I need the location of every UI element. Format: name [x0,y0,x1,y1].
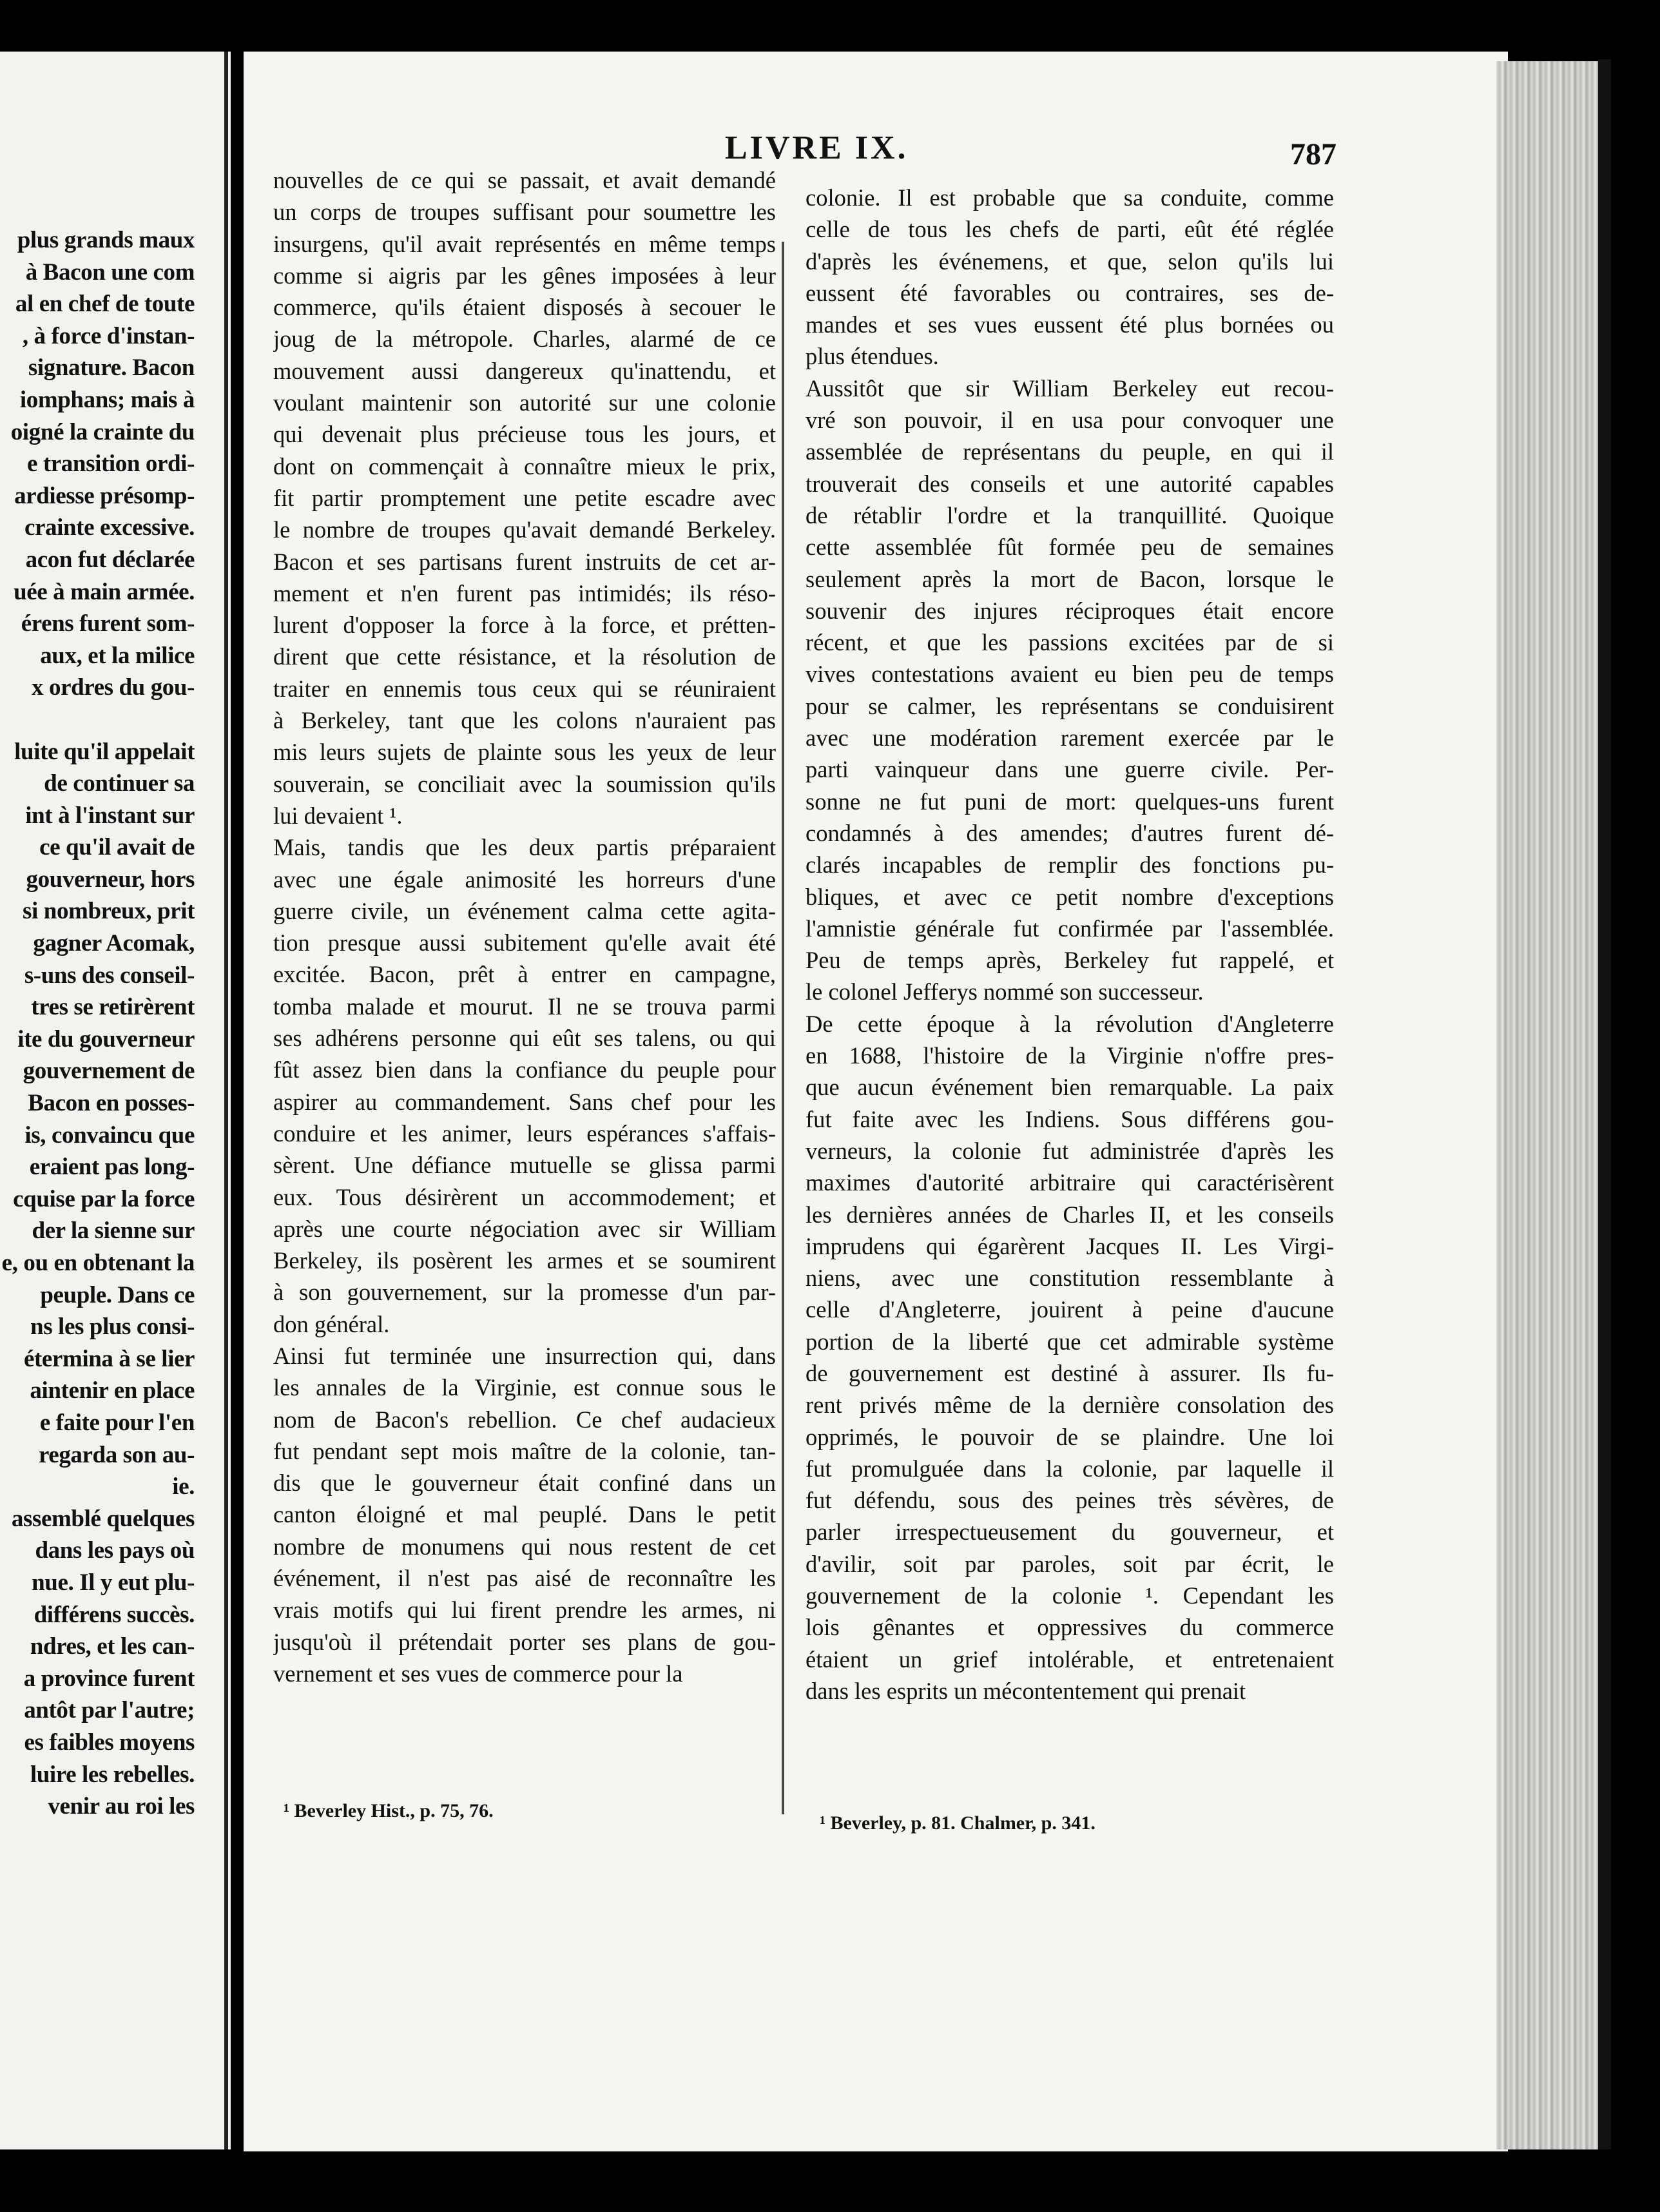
text-line: pour se calmer, les représentans se conduisirent [806,692,1334,719]
page-edge-shadow [1598,59,1611,2149]
left-text-line: ie. [172,1473,195,1500]
left-text-line: e transition ordi- [26,451,195,478]
left-text-line: crainte excessive. [24,514,195,541]
text-line: mement et n'en furent pas intimidés; ils réso- [273,579,776,606]
left-text-line: de continuer sa [44,770,195,797]
text-line: nouvelles de ce qui se passait, et avait demandé [273,167,776,193]
text-line: Berkeley, ils posèrent les armes et se soumirent [273,1247,776,1274]
left-text-line: iomphans; mais à [19,386,195,413]
text-line: les annales de la Virginie, est connue sous le [273,1374,776,1401]
text-line: sonne ne fut puni de mort: quelques-uns furent [806,788,1334,815]
left-text-line: gouverneur, hors [26,866,195,893]
left-text-line: Bacon en posses- [28,1090,195,1117]
text-line: comme si aigris par les gênes imposées à leur [273,262,776,289]
left-text-line: cquise par la force [13,1185,195,1212]
left-text-line: peuple. Dans ce [40,1281,195,1308]
text-line: don général. [273,1310,390,1337]
left-text-line: oigné la crainte du [10,418,195,445]
page-number: 787 [1290,137,1337,171]
text-line: eux. Tous désirèrent un accommodement; et [273,1183,776,1210]
text-column-right [806,182,1334,1707]
text-line: dont on commençait à connaître mieux le prix, [273,452,776,480]
text-line: fit partir promptement une petite escadre avec [273,484,776,511]
page-edge-stack [1496,61,1606,2149]
text-line: le colonel Jefferys nommé son successeur. [806,978,1204,1005]
text-line: avec une modération rarement exercée par le [806,724,1334,752]
text-line: Bacon et ses partisans furent instruits de cet ar- [273,548,776,575]
left-text-line: uée à main armée. [14,578,195,605]
text-line: canton éloigné et mal peuplé. Dans le petit [273,1501,776,1528]
text-line: mis leurs sujets de plainte sous les yeux de leur [273,739,776,766]
text-line: d'après les événemens, et que, selon qu'ils lui [806,247,1334,275]
text-line: Aussitôt que sir William Berkeley eut recou- [806,374,1334,402]
left-text-line: a province furent [23,1665,195,1692]
left-text-line: luite qu'il appelait [14,738,195,765]
text-line: assemblée de représentans du peuple, en qui il [806,438,1334,465]
left-text-line: si nombreux, prit [23,898,195,925]
text-line: souvenir des injures réciproques était encore [806,597,1334,624]
text-line: De cette époque à la révolution d'Angleterre [806,1010,1334,1037]
left-text-line: nue. Il y eut plu- [32,1569,195,1596]
text-line: colonie. Il est probable que sa conduite, comme [806,184,1334,211]
left-text-line: ardiesse présomp- [14,482,195,509]
text-line: insurgens, qu'il avait représentés en même temps [273,230,776,257]
text-line: les dernières années de Charles II, et les conseils [806,1201,1334,1228]
text-line: fut faite avec les Indiens. Sous différens gou- [806,1105,1334,1132]
text-line: condamnés à des amendes; d'autres furent dé- [806,819,1334,846]
text-line: fût assez bien dans la confiance du peuple pour [273,1056,776,1083]
left-text-line: s-uns des conseil- [24,962,195,989]
text-line: Mais, tandis que les deux partis préparaient [273,834,776,861]
text-line: bliques, et avec ce petit nombre d'exceptions [806,883,1334,910]
left-text-line: e faite pour l'en [39,1409,195,1436]
left-page-text [0,224,195,1823]
text-line: qui devenait plus précieuse tous les jours, et [273,421,776,448]
text-line: dans les esprits un mécontentement qui prenait [806,1677,1246,1704]
text-line: Peu de temps après, Berkeley fut rappelé, et [806,947,1334,974]
left-text-line: es faibles moyens [24,1729,195,1756]
text-line: en 1688, l'histoire de la Virginie n'offre pres- [806,1042,1334,1069]
left-text-line: aintenir en place [30,1377,195,1404]
text-line: à Berkeley, tant que les colons n'auraient pas [273,707,776,734]
text-line: tion presque aussi subitement qu'elle avait été [273,929,776,956]
text-line: d'avilir, soit par paroles, soit par écrit, le [806,1550,1334,1577]
left-text-line: assemblé quelques [11,1505,195,1532]
text-line: jusqu'où il prétendait porter ses plans de gou- [273,1628,776,1655]
left-text-line: érens furent som- [21,610,195,637]
text-line: après une courte négociation avec sir William [273,1215,776,1242]
left-text-line: eraient pas long- [29,1154,195,1181]
text-line: verneurs, la colonie fut administrée d'après les [806,1137,1334,1164]
text-column-left [273,164,776,1689]
text-line: maximes d'autorité arbitraire qui caractérisèrent [806,1169,1334,1196]
text-line: joug de la métropole. Charles, alarmé de ce [273,325,776,353]
text-line: voulant maintenir son autorité sur une colonie [273,389,776,416]
text-line: aspirer au commandement. Sans chef pour les [273,1088,776,1115]
text-line: l'amnistie générale fut confirmée par l'assemblée. [806,915,1334,942]
text-line: nombre de monumens qui nous restent de cet [273,1533,776,1560]
text-line: trouverait des conseils et une autorité capables [806,470,1334,497]
left-text-line: e, ou en obtenant la [1,1250,195,1276]
text-line: commerce, qu'ils étaient disposés à secouer le [273,294,776,321]
text-line: ses adhérens personne qui eût ses talens, ou qui [273,1025,776,1052]
left-page-fragment [0,52,231,2149]
text-line: Ainsi fut terminée une insurrection qui, dans [273,1342,776,1369]
text-line: vives contestations avaient eu bien peu de temps [806,661,1334,688]
left-text-line: der la sienne sur [32,1218,195,1245]
left-text-line: acon fut déclarée [25,546,195,573]
left-text-line: al en chef de toute [15,291,195,318]
left-text-line: x ordres du gou- [32,674,195,701]
text-line: fut promulguée dans la colonie, par laquelle il [806,1455,1334,1482]
text-line: sèrent. Une défiance mutuelle se glissa parmi [273,1152,776,1179]
text-line: tomba malade et mourut. Il ne se trouva parmi [273,993,776,1020]
text-line: lurent d'opposer la force à la force, et prétten- [273,612,776,639]
left-text-line: is, convaincu que [24,1121,195,1149]
left-text-line: tres se retirèrent [31,994,195,1021]
left-text-line: à Bacon une com [25,258,195,286]
text-line: plus étendues. [806,343,939,370]
left-text-line: antôt par l'autre; [24,1697,195,1724]
text-line: imprudens qui égarèrent Jacques II. Les Virgi- [806,1232,1334,1259]
text-line: fut pendant sept mois maître de la colonie, tan- [273,1437,776,1464]
text-line: dis que le gouverneur était confiné dans un [273,1470,776,1497]
text-line: fut défendu, sous des peines très sévères, de [806,1487,1334,1514]
text-line: à son gouvernement, sur la promesse d'un par- [273,1279,776,1306]
text-line: lui devaient ¹. [273,802,403,829]
scan-background [1611,0,1660,2212]
left-text-line: plus grands maux [17,227,195,253]
column-rule [782,242,784,1814]
text-line: niens, avec une constitution ressemblante à [806,1265,1334,1292]
text-line: portion de la liberté que cet admirable système [806,1328,1334,1355]
text-line: guerre civile, un événement calma cette agita- [273,897,776,924]
left-text-line: venir au roi les [48,1793,195,1820]
text-line: eussent été favorables ou contraires, ses de- [806,279,1334,306]
text-line: vernement et ses vues de commerce pour la [273,1660,683,1687]
text-line: mandes et ses vues eussent été plus bornées ou [806,311,1334,338]
text-line: celle de tous les chefs de parti, eût été réglée [806,216,1334,243]
left-text-line: ce qu'il avait de [39,834,195,861]
text-line: celle d'Angleterre, jouirent à peine d'aucune [806,1296,1334,1323]
left-text-line: signature. Bacon [28,354,195,382]
text-line: de rétablir l'ordre et la tranquillité. Quoique [806,501,1334,529]
text-line: que aucun événement bien remarquable. La paix [806,1074,1334,1101]
text-line: nom de Bacon's rebellion. Ce chef audacieux [273,1406,776,1433]
text-line: seulement après la mort de Bacon, lorsque le [806,565,1334,592]
text-line: un corps de troupes suffisant pour soumettre les [273,199,776,226]
running-title: LIVRE IX. [725,130,909,166]
text-line: excitée. Bacon, prêt à entrer en campagne, [273,961,776,988]
text-line: vrais motifs qui lui firent prendre les armes, ni [273,1596,776,1624]
text-line: traiter en ennemis tous ceux qui se réuniraient [273,675,776,702]
text-line: mouvement aussi dangereux qu'inattendu, et [273,357,776,384]
text-line: vré son pouvoir, il en usa pour convoquer une [806,407,1334,434]
left-text-line: étermina à se lier [23,1345,195,1372]
footnote-left: ¹ Beverley Hist., p. 75, 76. [284,1800,494,1821]
left-text-line: ns les plus consi- [30,1314,195,1341]
text-line: cette assemblée fût formée peu de semaines [806,534,1334,561]
left-text-line: différens succès. [34,1601,195,1628]
text-line: événement, il n'est pas aisé de reconnaître les [273,1565,776,1592]
left-text-line: int à l'instant sur [25,802,195,829]
left-text-line: luire les rebelles. [30,1761,195,1788]
left-text-line: dans les pays où [35,1537,195,1564]
text-line: opprimés, le pouvoir de se plaindre. Une loi [806,1423,1334,1450]
text-line: conduire et les animer, leurs espérances s'affais- [273,1120,776,1147]
text-line: étaient un grief intolérable, et entretenaient [806,1645,1334,1673]
left-text-line: gagner Acomak, [33,930,195,957]
text-line: de gouvernement est destiné à assurer. Ils fu- [806,1359,1334,1386]
text-line: clarés incapables de remplir des fonctions pu- [806,851,1334,878]
text-line: le nombre de troupes qu'avait demandé Berkeley. [273,516,776,543]
text-line: gouvernement de la colonie ¹. Cependant les [806,1582,1334,1609]
text-line: récent, et que les passions excitées par de si [806,629,1334,656]
left-text-line: regarda son au- [38,1441,195,1468]
text-line: dirent que cette résistance, et la résolution de [273,643,776,670]
left-text-line: aux, et la milice [40,642,195,669]
text-line: rent privés même de la dernière consolation des [806,1392,1334,1419]
text-line: parler irrespectueusement du gouverneur, et [806,1518,1334,1546]
left-text-line: ite du gouverneur [17,1025,195,1053]
text-line: souverain, se conciliait avec la soumission qu'ils [273,770,776,797]
gutter-shadow [224,52,228,2149]
text-line: avec une égale animosité les horreurs d'une [273,866,776,893]
text-line: parti vainqueur dans une guerre civile. Per- [806,756,1334,783]
footnote-right: ¹ Beverley, p. 81. Chalmer, p. 341. [820,1812,1095,1834]
left-text-line [0,704,195,736]
text-line: lois gênantes et oppressives du commerce [806,1614,1334,1641]
left-text-line: , à force d'instan- [22,322,195,349]
left-text-line: gouvernement de [23,1058,195,1085]
left-text-line: ndres, et les can- [30,1633,195,1660]
